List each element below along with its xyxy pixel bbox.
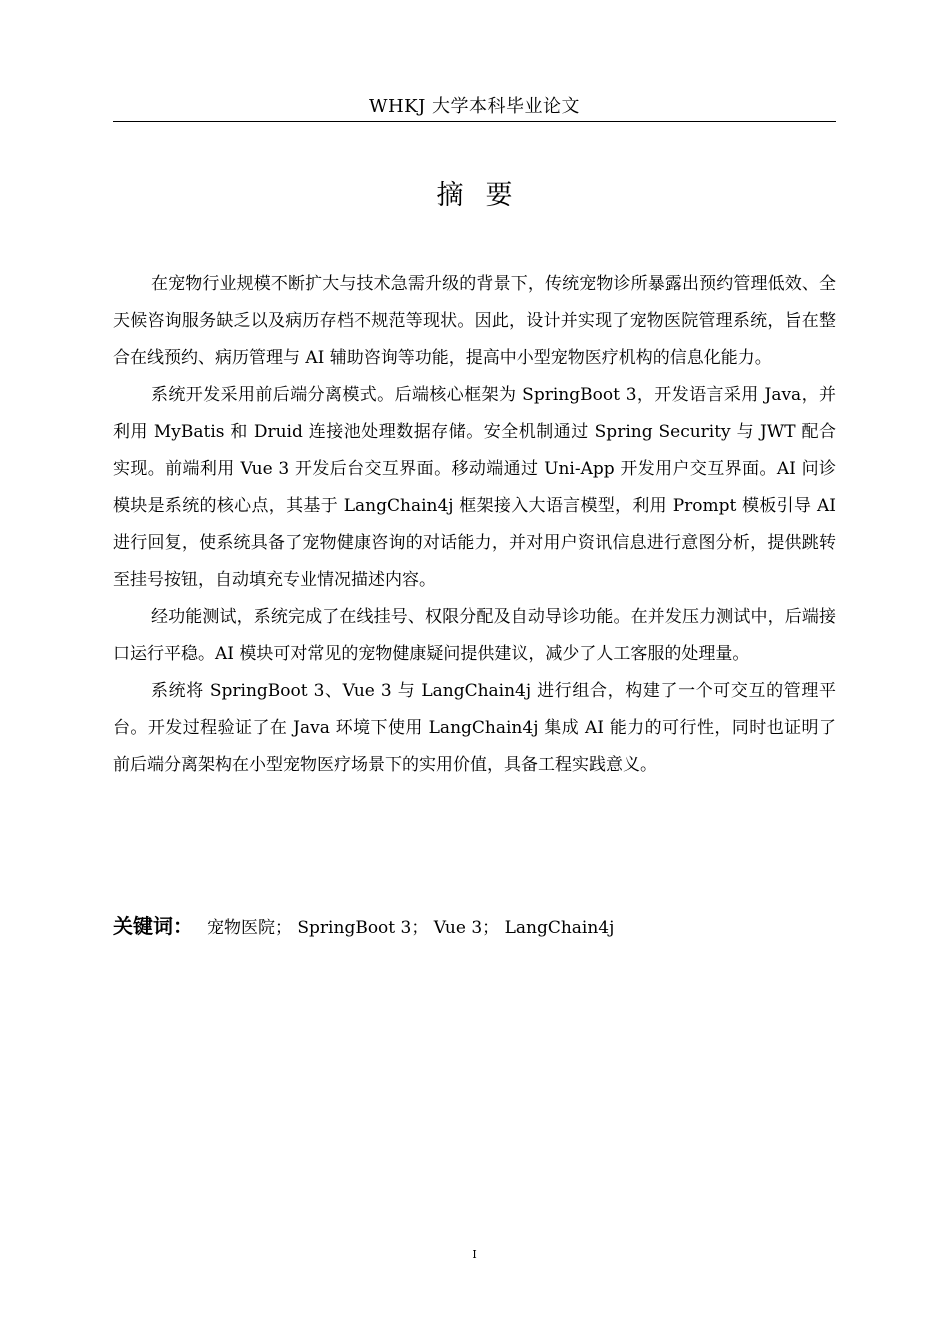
header-divider [113,121,836,122]
abstract-paragraph-3: 经功能测试，系统完成了在线挂号、权限分配及自动导诊功能。在并发压力测试中，后端接口运行平稳。AI 模块可对常见的宠物健康疑问提供建议，减少了人工客服的处理量。 [113,607,836,664]
abstract-title: 摘要 [436,180,535,211]
abstract-paragraph-2: 系统开发采用前后端分离模式。后端核心框架为 SpringBoot 3，开发语言采用 Java，并利用 MyBatis 和 Druid 连接池处理数据存储。安全机制通过 Spring Security 与 JWT 配合实现。前端利用 Vue 3 开发后台交互界面。移动端通过 Uni-App 开发用户交互界面。AI 问诊模块是系统的核心点，其基于 LangChain4j 框架接入大语言模型，利用 Prompt 模板引导 AI 进行回复，使系统具备了宠物健康咨询的对话能力，并对用户资讯信息进行意图分析，提供跳转至挂号按钮，自动填充专业情况描述内容。 [113,385,836,590]
keywords-values: 宠物医院； SpringBoot 3； Vue 3； LangChain4j [207,918,615,938]
abstract-body [113,266,836,784]
abstract-paragraph-1: 在宠物行业规模不断扩大与技术急需升级的背景下，传统宠物诊所暴露出预约管理低效、全天候咨询服务缺乏以及病历存档不规范等现状。因此，设计并实现了宠物医院管理系统，旨在整合在线预约、病历管理与 AI 辅助咨询等功能，提高中小型宠物医疗机构的信息化能力。 [113,274,836,368]
page-header-title: WHKJ 大学本科毕业论文 [368,96,581,117]
page-number: I [472,1248,477,1261]
keywords-label: 关键词： [113,914,193,938]
keywords-line [113,909,836,945]
abstract-paragraph-4: 系统将 SpringBoot 3、Vue 3 与 LangChain4j 进行组合，构建了一个可交互的管理平台。开发过程验证了在 Java 环境下使用 LangChain4j 集成 AI 能力的可行性，同时也证明了前后端分离架构在小型宠物医疗场景下的实用价值，具备工程实践意义。 [113,681,836,775]
